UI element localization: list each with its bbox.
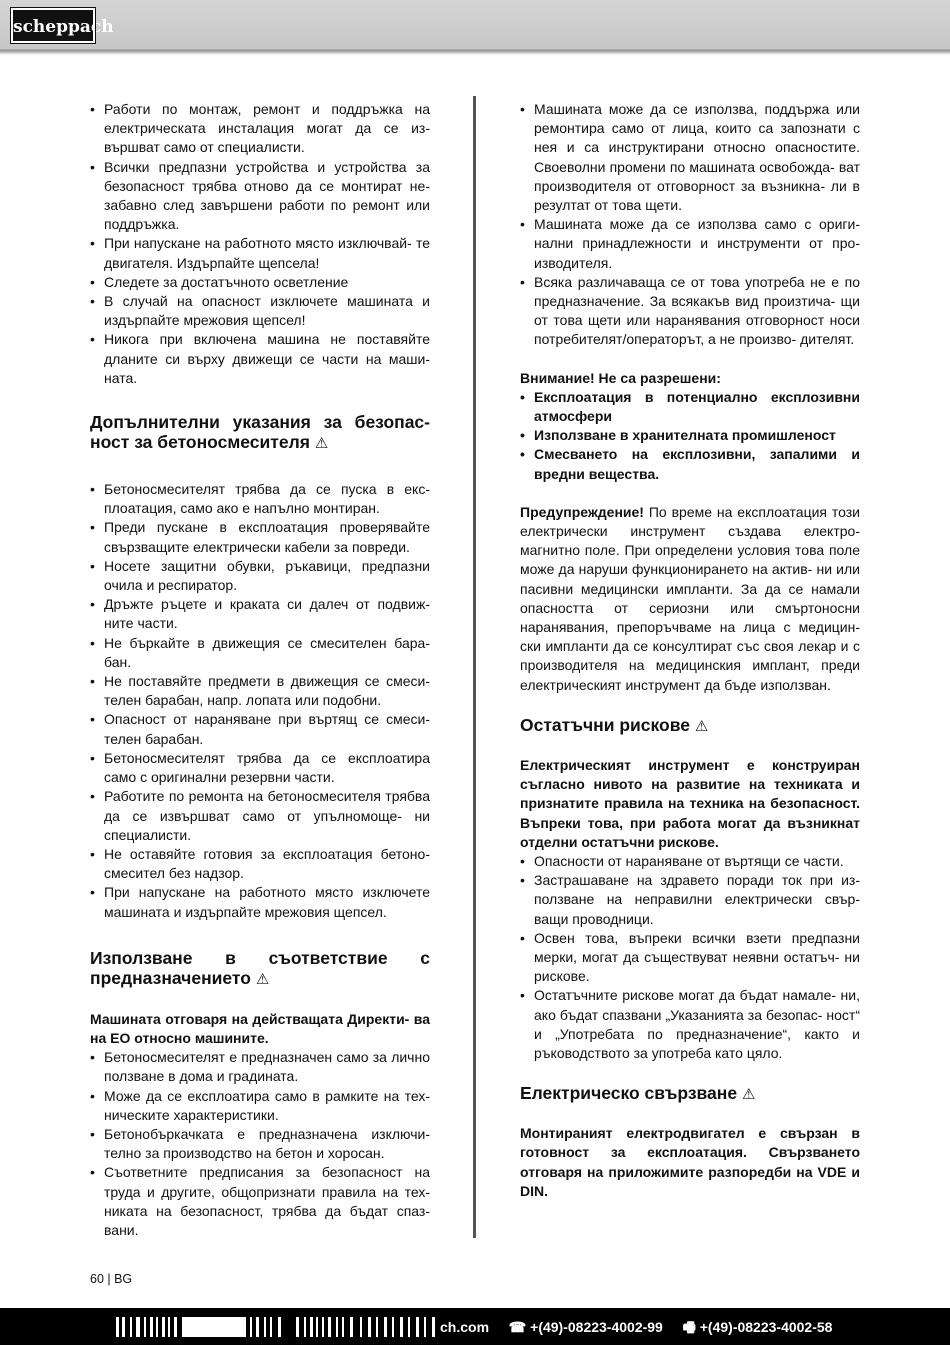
fax-number: +(49)-08223-4002-58 <box>699 1319 833 1335</box>
list-item: • Машината може да се използва само с ориги- нални принадлежности и инструменти от про- изводителя. <box>520 215 860 273</box>
website-text[interactable]: ch.com <box>440 1319 490 1335</box>
warning-icon: ⚠ <box>255 970 270 988</box>
section-title: Електрическо свързване <box>520 1083 738 1104</box>
page-number: 60 | BG <box>90 1272 133 1286</box>
list-item: • Преди пускане в експлоатация проверявайте свързващите електрически кабели за повреди. <box>90 518 430 556</box>
warning-icon: ⚠ <box>694 717 709 735</box>
list-item: • Носете защитни обувки, ръкавици, предпазни очила и респиратор. <box>90 557 430 595</box>
list-item: • Бетоносмесителят е предназначен само за лично ползване в дома и градината. <box>90 1048 430 1086</box>
list-item: • Остатъчните рискове могат да бъдат намале- ни, ако бъдат спазвани „Указанията за безопас- ност“ и „Употребата по предназначение“, както и ръководството за употреба като цяло. <box>520 986 860 1063</box>
section-title: Използване в съответствие с предназначението <box>90 947 430 988</box>
left-column <box>90 100 430 1240</box>
intro-list-right <box>520 100 860 350</box>
list-item: • Опасности от нараняване от въртящи се части. <box>520 852 860 871</box>
list-item: • Дръжте ръцете и краката си далеч от подвиж- ните части. <box>90 595 430 633</box>
list-item: • Не оставяйте готовия за експлоатация бетоно- смесител без надзор. <box>90 845 430 883</box>
list-item: • При напускане на работното място изключвай- те двигателя. Издърпайте щепсела! <box>90 234 430 272</box>
directive-note: Машината отговаря на действащата Директи- ва на ЕО относно машините. <box>90 1010 430 1046</box>
warning-text: По време на експлоатация този електрически инструмент създава електро- магнитно поле. При определени условия това поле може да наруши функционирането на актив- ни или пасивни медицински импланти. За да се намали опасността от сериозни или смъртоносни наранявания, препоръчваме на лица с медицин- ски импланти да се консултират със своя лекар и с производителя на медицинския имплант, преди електрическият инструмент да бъде използван. <box>520 503 860 693</box>
list-item: • Може да се експлоатира само в рамките на тех- ническите характеристики. <box>90 1087 430 1125</box>
scheppach-logo: scheppach <box>11 8 95 43</box>
url-graphic <box>116 1317 436 1337</box>
list-item: • Всички предпазни устройства и устройства за безопасност трябва отново да се монтират не- забавно след завършени работи по ремонт или поддръжка. <box>90 158 430 235</box>
list-item: • Използване в хранителната промишленост <box>520 426 860 445</box>
list-item: • Освен това, въпреки всички взети предпазни мерки, могат да съществуват неявни остатъч- ни рискове. <box>520 929 860 987</box>
list-item: • Всяка различаваща се от това употреба не е по предназначение. За всякакъв вид произтича- щи от това щети или наранявания отговорност носи потребителят/операторът, а не произво- дителят. <box>520 273 860 350</box>
section-title: Допълнителни указания за безопас- ност за бетоносмесителя <box>90 412 430 453</box>
header-shadow <box>0 50 950 55</box>
list-item: • Бетонобъркачката е предназначена изключи- телно за производство на бетон и хоросан. <box>90 1125 430 1163</box>
intro-list-left <box>90 100 430 388</box>
list-item: • Смесването на експлозивни, запалими и вредни вещества. <box>520 445 860 483</box>
column-divider <box>473 96 476 1238</box>
list-item: • Работи по монтаж, ремонт и поддръжка на електрическата инсталация могат да се из- вършват само от специалисти. <box>90 100 430 158</box>
list-item: • Бетоносмесителят трябва да се експлоатира само с оригинални резервни части. <box>90 749 430 787</box>
footer-bar <box>0 1308 950 1345</box>
list-item: • Експлоатация в потенциално експлозивни атмосфери <box>520 388 860 426</box>
section-heading-intended-use <box>90 948 430 990</box>
phone-icon: ☎ <box>508 1319 527 1335</box>
attention-heading: Внимание! Не са разрешени: <box>520 369 721 386</box>
list-item: • Работите по ремонта на бетоносмесителя трябва да се извършват само от упълномоще- ни специалисти. <box>90 787 430 845</box>
warning-icon: ⚠ <box>314 435 329 453</box>
safety-list <box>90 480 430 922</box>
phone-number: +(49)-08223-4002-99 <box>530 1319 663 1335</box>
list-item: • В случай на опасност изключете машината и издърпайте мрежовия щепсел! <box>90 292 430 330</box>
contact-info <box>440 1317 832 1337</box>
list-item: • Никога при включена машина не поставяйте дланите си върху движещи се части на маши- ната. <box>90 330 430 388</box>
list-item: • Не бъркайте в движещия се смесителен бара- бан. <box>90 634 430 672</box>
list-item: • Не поставяйте предмети в движещия се смеси- телен барабан, напр. лопата или подобни. <box>90 672 430 710</box>
list-item: • Машината може да се използва, поддържа или ремонтира само от лица, които са запознати с нея и са инструктирани относно опасностите. Своеволни промени по машината освобожда- ват производителя от отговорност за възникна- ли в резултат от това щети. <box>520 100 860 215</box>
list-item: • Застрашаване на здравето поради ток при из-ползване на неправилни електрически свър- ващи проводници. <box>520 871 860 929</box>
list-item: • Опасност от нараняване при въртящ се смеси- телен барабан. <box>90 710 430 748</box>
list-item: • При напускане на работното място изключете машината и издърпайте мрежовия щепсел. <box>90 883 430 921</box>
section-heading-residual-risks <box>520 715 860 737</box>
section-title: Остатъчни рискове <box>520 714 690 735</box>
fax-icon: 🖷 <box>682 1319 696 1335</box>
residual-risks-note: Електрическият инструмент е конструиран съгласно нивото на развитие на техниката и признатите правила на техника на безопасност. Въпреки това, при работа могат да възникнат отделни остатъчни рискове. <box>520 756 860 850</box>
warning-label: Предупреждение! <box>520 503 644 520</box>
list-item: • Следете за достатъчното осветление <box>90 273 430 292</box>
electrical-note: Монтираният електродвигател е свързан в готовност за експлоатация. Свързването отговаря на приложимите разпоредби на VDE и DIN. <box>520 1125 860 1199</box>
intended-use-list <box>90 1048 430 1240</box>
section-heading-safety <box>90 412 430 454</box>
warning-icon: ⚠ <box>741 1086 756 1104</box>
section-heading-electrical <box>520 1083 860 1105</box>
not-allowed-list <box>520 388 860 484</box>
residual-risks-list <box>520 852 860 1063</box>
list-item: • Бетоносмесителят трябва да се пуска в екс- плоатация, само ако е напълно монтиран. <box>90 480 430 518</box>
header-bar <box>0 0 950 50</box>
emf-warning <box>520 503 860 695</box>
list-item: • Съответните предписания за безопасност на труда и другите, общопризнати правила на тех- никата на безопасност, трябва да бъдат спаз- вани. <box>90 1163 430 1240</box>
right-column <box>520 100 860 1201</box>
